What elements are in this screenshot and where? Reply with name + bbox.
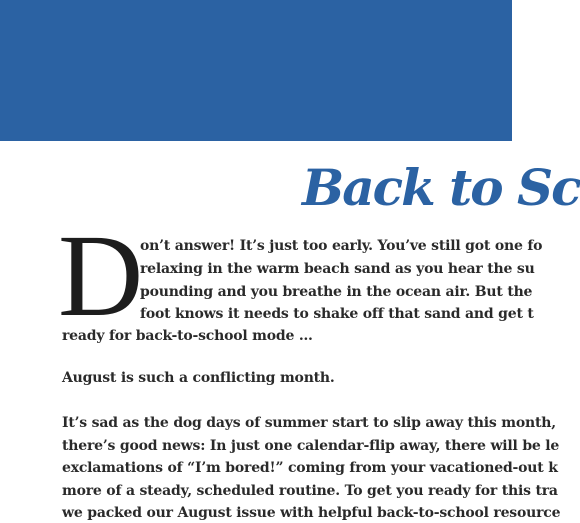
body-line: more of a steady, scheduled routine. To get you ready for this tra: [62, 483, 558, 499]
drop-cap: D: [58, 210, 144, 341]
body-line: foot knows it needs to shake off that sand and get t: [140, 306, 534, 322]
body-line: we packed our August issue with helpful back-to-school resource: [62, 505, 561, 521]
body-line: ready for back-to-school mode …: [62, 328, 313, 344]
body-line: It’s sad as the dog days of summer start to slip away this month,: [62, 415, 556, 431]
body-line: relaxing in the warm beach sand as you hear the su: [140, 261, 535, 277]
article-title: Back to Sc: [302, 158, 580, 217]
body-line: exclamations of “I’m bored!” coming from your vacationed-out k: [62, 460, 558, 476]
body-line: on’t answer! It’s just too early. You’ve still got one fo: [140, 238, 543, 254]
body-line: pounding and you breathe in the ocean air. But the: [140, 284, 533, 300]
header-banner: [0, 0, 512, 141]
body-line: August is such a conflicting month.: [62, 370, 335, 386]
body-line: there’s good news: In just one calendar-flip away, there will be le: [62, 438, 560, 454]
